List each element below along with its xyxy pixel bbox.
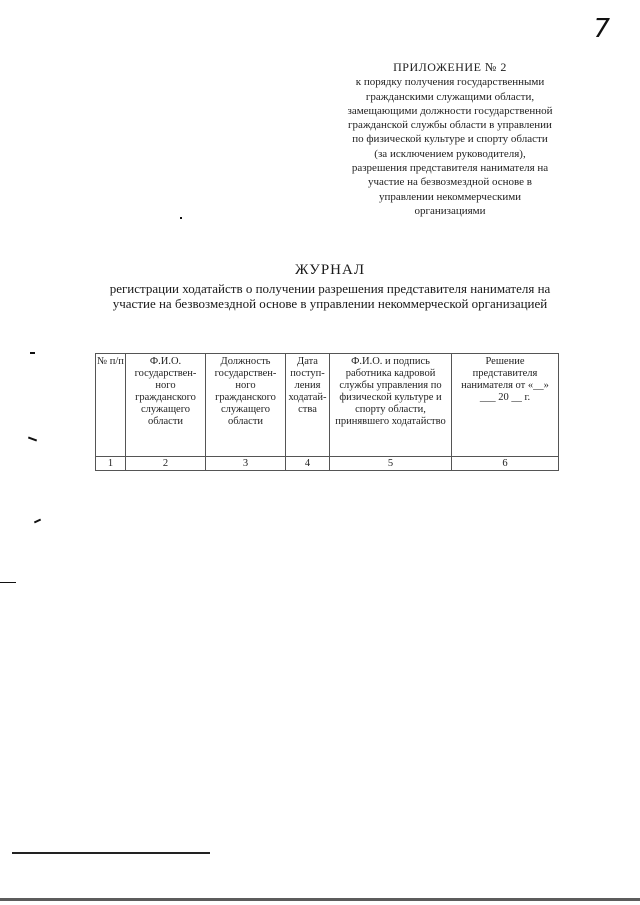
- column-number: 3: [206, 457, 286, 471]
- column-number: 5: [330, 457, 452, 471]
- column-number: 2: [126, 457, 206, 471]
- appendix-line: замещающими должности государственной: [347, 104, 553, 117]
- handwritten-page-number: 7: [593, 14, 610, 44]
- appendix-line: управлении некоммерческими: [378, 190, 522, 203]
- scan-bottom-edge: [0, 898, 640, 901]
- column-number-row: [96, 457, 559, 471]
- journal-subtitle: регистрации ходатайств о получении разрешения представителя нанимателя на участие на безвозмездной основе в управлении некоммерческой организацией: [109, 281, 551, 311]
- appendix-line: организациями: [414, 204, 486, 217]
- scan-speck: [0, 582, 16, 583]
- column-header-decision: Решение представителя нанимателя от «__» ___ 20 __ г.: [452, 354, 559, 457]
- bottom-rule: [12, 852, 210, 854]
- column-header-number: № п/п: [96, 354, 126, 457]
- appendix-line: гражданской службы области в управлении: [348, 119, 552, 132]
- appendix-heading: ПРИЛОЖЕНИЕ № 2: [393, 60, 507, 74]
- column-number: 4: [286, 457, 330, 471]
- registration-table: [95, 353, 559, 471]
- scan-speck: [180, 217, 182, 219]
- column-number: 1: [96, 457, 126, 471]
- scan-speck: [34, 519, 41, 524]
- column-header-position: Должность государствен-ного гражданского служащего области: [206, 354, 286, 457]
- journal-heading-block: [100, 262, 560, 311]
- journal-title: ЖУРНАЛ: [294, 262, 366, 278]
- scan-speck: [28, 437, 37, 442]
- appendix-line: разрешения представителя нанимателя на: [351, 162, 549, 175]
- appendix-line: гражданскими служащими области,: [365, 90, 535, 103]
- appendix-line: к порядку получения государственными: [355, 76, 545, 89]
- column-number: 6: [452, 457, 559, 471]
- appendix-line: по физической культуре и спорту области: [352, 133, 548, 146]
- scan-speck: [30, 352, 35, 354]
- column-header-fio: Ф.И.О. государствен-ного гражданского служащего области: [126, 354, 206, 457]
- table-header-row: [96, 354, 559, 457]
- appendix-block: [315, 60, 585, 218]
- column-header-hr-employee: Ф.И.О. и подпись работника кадровой службы управления по физической культуре и спорту области, принявшего ходатайство: [330, 354, 452, 457]
- appendix-line: (за исключением руководителя),: [374, 147, 526, 160]
- appendix-line: участие на безвозмездной основе в: [367, 176, 532, 189]
- column-header-date: Дата поступ-ления ходатай-ства: [286, 354, 330, 457]
